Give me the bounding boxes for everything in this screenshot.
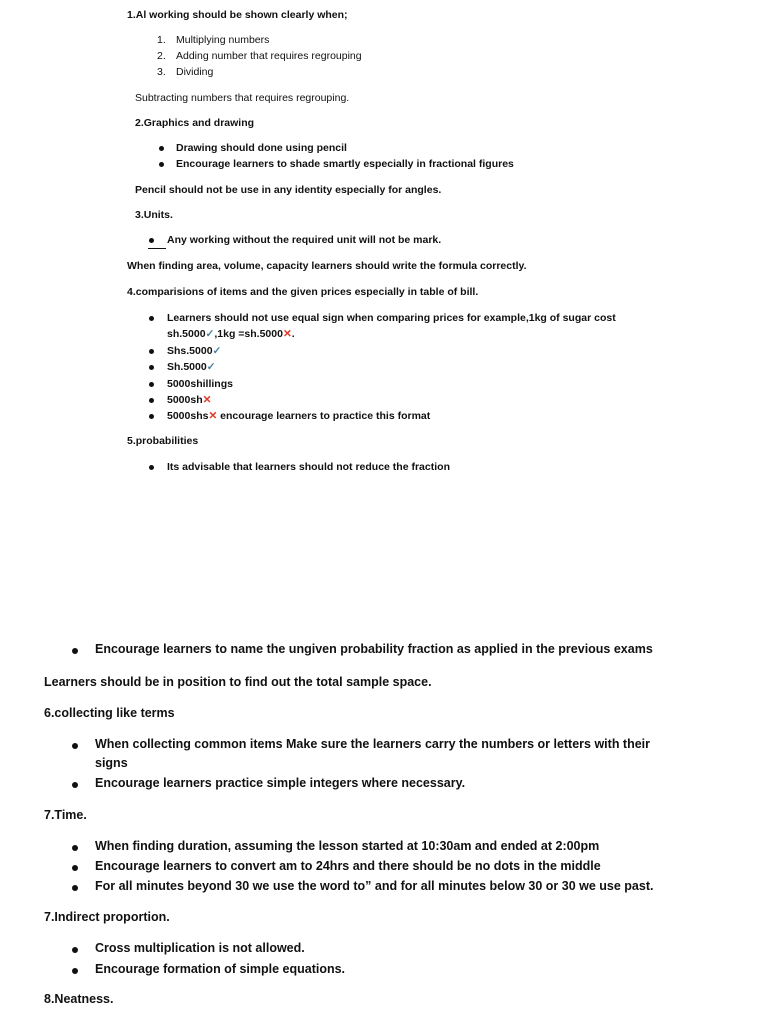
section-1-note: Subtracting numbers that requires regrouping.: [135, 92, 350, 104]
list-item-continued: signs: [95, 756, 128, 770]
list-number: 1.: [157, 34, 166, 46]
list-item: Encourage learners practice simple integers where necessary.: [95, 776, 466, 790]
bullet-icon: [149, 365, 154, 370]
section-5-heading: 5.probabilities: [127, 435, 199, 447]
bullet-icon: [159, 162, 164, 167]
check-icon: ✓: [205, 328, 215, 340]
list-item: Multiplying numbers: [176, 34, 270, 46]
list-number: 3.: [157, 66, 166, 78]
list-item: For all minutes beyond 30 we use the word to” and for all minutes below 30 or 30 we use past.: [95, 879, 654, 893]
list-item: Cross multiplication is not allowed.: [95, 941, 305, 955]
bullet-icon: [72, 885, 78, 891]
list-item: 5000shillings: [167, 378, 233, 390]
list-item: [167, 394, 211, 406]
bullet-icon: [72, 968, 78, 974]
list-item: Encourage learners to name the ungiven probability fraction as applied in the previous exams: [95, 642, 653, 656]
list-item: Drawing should done using pencil: [176, 142, 347, 154]
bullet-icon: [149, 238, 154, 243]
list-item: When collecting common items Make sure the learners carry the numbers or letters with their: [95, 737, 651, 751]
bullet-icon: [149, 465, 154, 470]
price-text: sh.5000: [167, 328, 206, 340]
list-item: Encourage learners to shade smartly especially in fractional figures: [176, 158, 514, 170]
bullet-icon: [72, 947, 78, 953]
list-item: Dividing: [176, 66, 214, 78]
list-item: When finding duration, assuming the lesson started at 10:30am and ended at 2:00pm: [95, 839, 600, 853]
bullet-icon: [149, 414, 154, 419]
price-text: ,1kg =sh.5000: [214, 328, 283, 340]
cross-icon: ✕: [208, 410, 218, 422]
period-text: .: [291, 328, 295, 340]
bullet-icon: [72, 743, 78, 749]
list-item: Any working without the required unit will not be mark.: [167, 234, 442, 246]
bullet-icon: [72, 865, 78, 871]
section-6-heading: 6.collecting like terms: [44, 706, 175, 720]
list-item: [167, 410, 430, 422]
list-item: Its advisable that learners should not reduce the fraction: [167, 461, 450, 473]
list-item: Adding number that requires regrouping: [176, 50, 362, 62]
section-3-note: When finding area, volume, capacity learners should write the formula correctly.: [127, 260, 527, 272]
section-3-heading: 3.Units.: [135, 209, 173, 221]
section-7-heading: 7.Time.: [44, 808, 87, 822]
underline-mark: [148, 248, 166, 249]
list-item-continued: [167, 328, 295, 340]
section-4-heading: 4.comparisions of items and the given prices especially in table of bill.: [127, 286, 479, 298]
section-1-heading: 1.Al working should be shown clearly when;: [127, 9, 348, 21]
list-item: [167, 361, 216, 373]
check-icon: ✓: [206, 361, 216, 373]
list-item: Learners should not use equal sign when comparing prices for example,1kg of sugar cost: [167, 312, 616, 324]
check-icon: ✓: [212, 345, 222, 357]
cross-icon: ✕: [202, 394, 212, 406]
list-number: 2.: [157, 50, 166, 62]
price-text: 5000shs: [167, 410, 209, 422]
list-item-suffix: encourage learners to practice this format: [217, 410, 431, 422]
cross-icon: ✕: [282, 328, 292, 340]
bullet-icon: [149, 398, 154, 403]
bullet-icon: [72, 782, 78, 788]
price-text: Sh.5000: [167, 361, 207, 373]
section-2-note: Pencil should not be use in any identity especially for angles.: [135, 184, 442, 196]
bullet-icon: [149, 349, 154, 354]
bullet-icon: [149, 382, 154, 387]
section-8-heading: 8.Neatness.: [44, 992, 114, 1006]
bullet-icon: [72, 845, 78, 851]
list-item: Encourage formation of simple equations.: [95, 962, 346, 976]
section-2-heading: 2.Graphics and drawing: [135, 117, 255, 129]
price-text: 5000sh: [167, 394, 203, 406]
bullet-icon: [149, 316, 154, 321]
bullet-icon: [159, 146, 164, 151]
list-item: Encourage learners to convert am to 24hrs and there should be no dots in the middle: [95, 859, 601, 873]
bullet-icon: [72, 648, 78, 654]
sample-space-note: Learners should be in position to find out the total sample space.: [44, 675, 432, 689]
price-text: Shs.5000: [167, 345, 213, 357]
list-item: [167, 345, 221, 357]
section-7b-heading: 7.Indirect proportion.: [44, 910, 170, 924]
